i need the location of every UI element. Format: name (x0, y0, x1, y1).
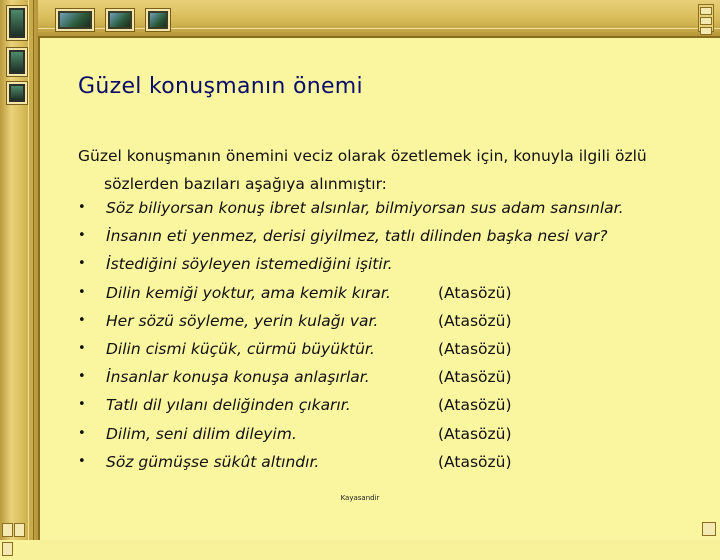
proverb-text: Söz biliyorsan konuş ibret alsınlar, bilmiyorsan sus adam sansınlar. (106, 199, 624, 217)
intro-line-2: sözlerden bazıları aşağıya alınmıştır: (104, 175, 387, 193)
list-item (78, 250, 698, 278)
proverb-text: İstediğini söyleyen istemediğini işitir. (106, 255, 393, 274)
list-item (78, 279, 698, 307)
top-frame-bar (38, 0, 720, 38)
picture-frame-icon (56, 9, 94, 31)
list-item (78, 222, 698, 250)
proverb-text: İnsanlar konuşa konuşa anlaşırlar. (106, 368, 370, 387)
bullet-icon: • (78, 312, 86, 328)
bullet-icon: • (78, 200, 86, 215)
list-item (78, 335, 698, 363)
list-item (78, 420, 698, 448)
proverb-source: (Atasözü) (438, 396, 512, 415)
left-frame-bar (0, 0, 40, 540)
bullet-icon: • (78, 228, 86, 244)
proverb-text: Dilin cismi küçük, cürmü büyüktür. (106, 339, 375, 358)
proverb-source: (Atasözü) (438, 368, 512, 387)
proverb-source: (Atasözü) (438, 339, 512, 358)
slide-title: Güzel konuşmanın önemi (78, 74, 363, 99)
top-frame-line (38, 28, 720, 32)
proverb-text: Dilin kemiği yoktur, ama kemik kırar. (106, 283, 391, 302)
proverb-list (78, 194, 698, 476)
left-frame-line (28, 0, 34, 540)
list-item (78, 391, 698, 419)
bullet-icon: • (78, 453, 86, 469)
picture-frame-icon (7, 82, 27, 104)
proverb-text: Söz gümüşse sükût altındır. (106, 452, 320, 471)
list-item (78, 363, 698, 391)
corner-ornament-top-right (698, 4, 714, 32)
bullet-icon: • (78, 369, 86, 385)
list-item (78, 448, 698, 476)
corner-ornament-bottom-left (2, 522, 36, 536)
footer-credit: Kayasandir (340, 494, 380, 502)
bullet-icon: • (78, 256, 86, 272)
picture-frame-icon (7, 6, 27, 40)
bullet-icon: • (78, 397, 86, 413)
proverb-text: Her sözü söyleme, yerin kulağı var. (106, 311, 379, 330)
intro-paragraph (78, 142, 698, 198)
picture-frame-icon (146, 9, 170, 31)
proverb-text: Tatlı dil yılanı deliğinden çıkarır. (106, 396, 351, 415)
proverb-text: İnsanın eti yenmez, derisi giyilmez, tatlı dilinden başka nesi var? (106, 227, 608, 246)
picture-frame-icon (106, 9, 134, 31)
corner-ornament-bottom-right (702, 522, 716, 536)
proverb-source: (Atasözü) (438, 311, 512, 330)
list-item (78, 307, 698, 335)
picture-frame-icon (7, 48, 27, 76)
proverb-text: Dilim, seni dilim dileyim. (106, 424, 297, 443)
proverb-source: (Atasözü) (438, 424, 512, 443)
proverb-source: (Atasözü) (438, 452, 512, 471)
proverb-source: (Atasözü) (438, 283, 512, 302)
bullet-icon: • (78, 425, 86, 441)
list-item (78, 194, 698, 222)
bullet-icon: • (78, 284, 86, 300)
bullet-icon: • (78, 340, 86, 356)
intro-line-1: Güzel konuşmanın önemini veciz olarak özetlemek için, konuyla ilgili özlü (78, 147, 647, 165)
